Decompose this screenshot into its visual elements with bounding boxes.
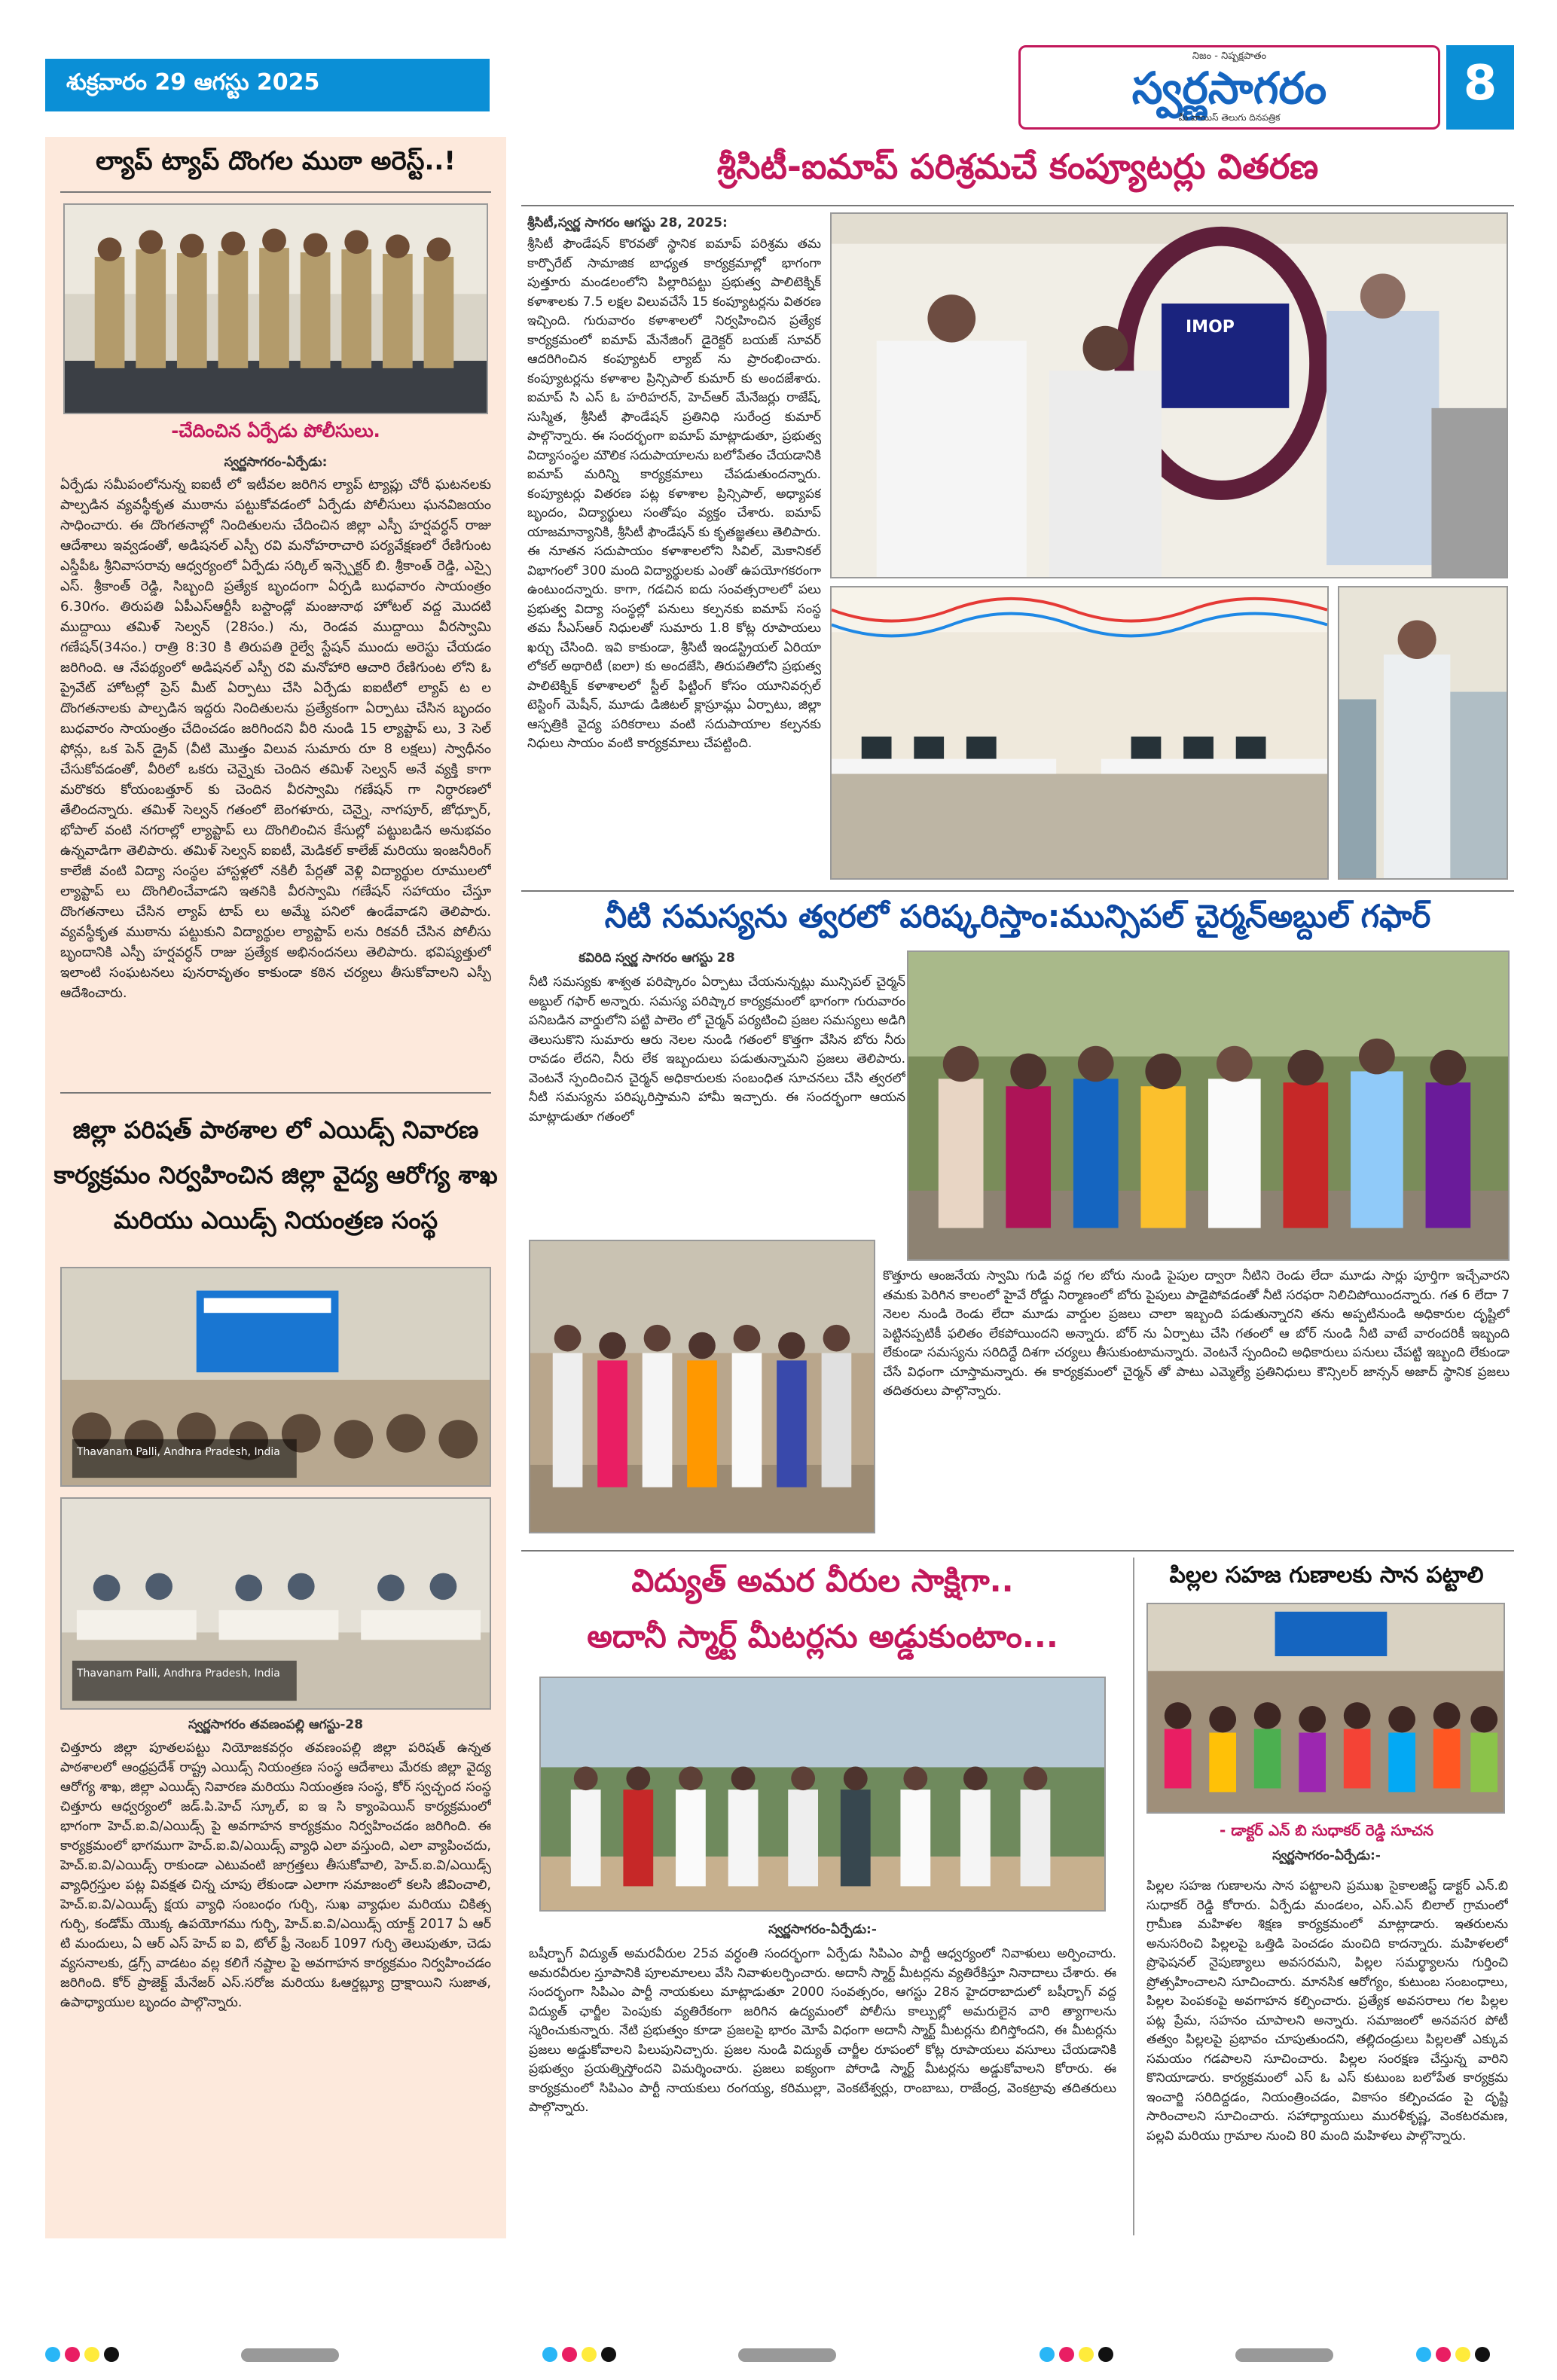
story-parenting-dateline: స్వర్ణసాగరం-ఏర్పేడు:- bbox=[1272, 1848, 1381, 1863]
color-registration-marks bbox=[542, 2347, 621, 2365]
color-registration-marks bbox=[45, 2347, 124, 2365]
photo-geotag: Thavanam Palli, Andhra Pradesh, India bbox=[77, 1446, 280, 1458]
story-adani-headline-1: విద్యుత్ అమర వీరుల సాక్షిగా.. bbox=[631, 1562, 1014, 1599]
street-crowd-photo bbox=[529, 1240, 875, 1533]
story-adani-headline-2: అదానీ స్మార్ట్ మీటర్లను అడ్డుకుంటాం... bbox=[587, 1618, 1058, 1655]
police-photo-caption: -చేదించిన ఏర్పేడు పోలీసులు. bbox=[171, 420, 380, 441]
story-adani-dateline: స్వర్ణసాగరం-ఏర్పేడు:- bbox=[768, 1922, 877, 1937]
story-water-dateline: కవిరిది స్వర్ణ సాగరం ఆగస్టు 28 bbox=[579, 950, 735, 966]
divider bbox=[60, 191, 491, 193]
story-parenting-body: పిల్లల సహజ గుణాలను సాన పట్టాలని ప్రముఖ సైకాలజిస్ట్ డాక్టర్ ఎన్.బి సుధాకర్ రెడ్డి కోరారు. ఏర్పేడు మండలం, ఎస్.ఎస్ బిలాల్ గ్రామంలో గ్రామీణ మహిళల శిక్షణ కార్యక్రమంలో మాట్లాడారు. ఇతరులను అనుసరించి పిల్లలపై ఒత్తిడి పెంచడం మంచిది కాదన్నారు. మహిళలలో ప్రొఫెషనల్ నైపుణ్యాలు అవసరమని, పిల్లల సమర్థ్యాలను గుర్తించి ప్రోత్సహించాలని సూచించారు. మానసిక ఆరోగ్యం, కుటుంబ సంబంధాలు, పిల్లల పెంపకంపై అవగాహన కల్పించారు. ప్రత్యేక అవసరాలు గల పిల్లల పట్ల ప్రేమ, సహనం చూపాలని అన్నారు. సమాజంలో అనవసర పోటీ తత్వం పిల్లలపై ప్రభావం చూపుతుందని, తల్లిదండ్రులు పిల్లలతో ఎక్కువ సమయం గడపాలని సూచించారు. పిల్లల సంరక్షణ చేస్తున్న వారిని కొనియాడారు. కార్యక్రమంలో ఎస్ ఓ ఎస్ కుటుంబ బలోపేత కార్యక్రమ ఇంచార్జి సరిదిద్దడం, నియంత్రించడం, వికాసం కల్పించడం పై దృష్టి సారించాలని సూచించారు. సహాధ్యాయులు మురళీకృష్ణ, వెంకటరమణ, పల్లవి మరియు గ్రామాల నుంచి 80 మంది మహిళలు పాల్గొన్నారు. bbox=[1146, 1878, 1508, 2144]
story-imop-body: శ్రీసిటీ ఫౌండేషన్ కొరవతో స్థానిక ఐమాప్ పరిశ్రమ తమ కార్పొరేట్ సామాజిక బాధ్యత కార్యక్రమాల్లో భాగంగా పుత్తూరు మండలంలోని పిల్లారిపట్టు ప్రభుత్వ పాలిటెక్నిక్ కళాశాలకు 7.5 లక్షల విలువచేసే 15 కంప్యూటర్లను వితరణ ఇచ్చింది. గురువారం కళాశాలలో నిర్వహించిన ప్రత్యేక కార్యక్రమంలో ఐమాప్ మేనేజింగ్ డైరెక్టర్ బయజ్ సూవర్ ఆదరిగించిన కంప్యూటర్ ల్యాబ్ ను ప్రారంభించారు. కంప్యూటర్లను కళాశాల ప్రిన్సిపాల్ కుమార్ కు అందజేశారు. ఐమాప్ సి ఎస్ ఓ హరిహరన్, హెచ్ఆర్ మేనేజర్లు రాజేష్, సుస్మిత, శ్రీసిటీ ఫౌండేషన్ ప్రతినిధి సురేంద్ర కుమార్ పాల్గొన్నారు. ఈ సందర్భంగా ఐమాప్ మాట్లాడుతూ, ప్రభుత్వ విద్యాసంస్థల మౌలిక సదుపాయాలను బలోపేతం చేయడానికి ఐమాప్ మరిన్ని కార్యక్రమాలు చేపడుతుందన్నారు. కంప్యూటర్లు వితరణ పట్ల కళాశాల ప్రిన్సిపాల్, అధ్యాపక బృందం, విద్యార్థులు సంతోషం వ్యక్తం చేశారు. ఐమాప్ యాజమాన్యానికి, శ్రీసిటీ ఫౌండేషన్ కు కృతజ్ఞతలు తెలిపారు. ఈ నూతన సదుపాయం కళాశాలలోని సివిల్, మెకానికల్ విభాగంలో 300 మంది విద్యార్థులకు ఎంతో ఉపయోగకరంగా ఉంటుందన్నారు. కాగా, గడచిన ఐదు సంవత్సరాలలో పలు ప్రభుత్వ విద్యా సంస్థల్లో పనులు కల్పనకు ఐమాప్ సంస్థ తమ సీఎస్ఆర్ నిధులతో సుమారు 1.8 కోట్ల రూపాయలు ఖర్చు చేసింది. ఇవి కాకుండా, శ్రీసిటీ ఇండస్ట్రియల్ ఏరియా లోకల్ అథారిటీ (ఐలా) కు అందజేసి, తిరుపతిలోని ప్రభుత్వ పాలిటెక్నిక్ కళాశాలలో స్టీల్ ఫిట్టింగ్ కోసం యూనివర్సల్ టెస్టింగ్ మెషీన్, మూడు డిజిటల్ క్లాస్రూమ్లు ఏర్పాటు, జిల్లా ఆస్పత్రికి వైద్య పరికరాలు వంటి సదుపాయాల కల్పనకు నిధులు సాయం వంటి కార్యక్రమాలు చేపట్టింది. bbox=[527, 236, 821, 751]
story-water-body-top: నీటి సమస్యకు శాశ్వత పరిష్కారం ఏర్పాటు చేయనున్నట్లు మున్సిపల్ చైర్మన్ అబ్దుల్ గఫార్ అన్నారు. సమస్య పరిష్కార కార్యక్రమంలో భాగంగా గురువారం పనిబడిన వార్డులోని పట్టి పాలెం లో చైర్మన్ పర్యటించి ప్రజల సమస్యలు అడిగి తెలుసుకొని సుమారు ఆరు నెలల నుండి గతంలో కొత్తగా వేసిన బోరు నీరు రావడం లేదని, నీరు లేక ఇబ్బందులు పడుతున్నామని ప్రజలు తెలిపారు. వెంటనే స్పందించిన చైర్మన్ అధికారులకు సంబంధిత సూచనలు చేసి త్వరలో నీటి సమస్యను పరిష్కరిస్తామని హామీ ఇచ్చారు. ఈ సందర్భంగా ఆయన మాట్లాడుతూ గతంలో bbox=[529, 975, 905, 1124]
computer-lab-photo bbox=[830, 586, 1329, 880]
divider bbox=[521, 1550, 1514, 1552]
divider bbox=[60, 1092, 491, 1094]
ribbon-cutting-photo bbox=[1338, 586, 1508, 880]
divider bbox=[521, 890, 1514, 892]
story-aids-headline: జిల్లా పరిషత్ పాఠశాల లో ఎయిడ్స్ నివారణ కార్యక్రమం నిర్వహించిన జిల్లా వైద్య ఆరోగ్య శాఖ మరియు ఎయిడ్స్ నియంత్రణ సంస్థ bbox=[53, 1115, 498, 1234]
gray-registration-bar bbox=[241, 2347, 339, 2365]
story-laptop-dateline: స్వర్ణసాగరం-ఏర్పేడు: bbox=[224, 455, 328, 470]
gray-registration-bar bbox=[738, 2347, 836, 2365]
divider bbox=[521, 205, 1514, 206]
color-registration-marks bbox=[1416, 2347, 1494, 2365]
story-parenting-caption: - డాక్టర్ ఎన్ బి సుధాకర్ రెడ్డి సూచన bbox=[1219, 1821, 1434, 1839]
story-laptop-body: ఏర్పేడు సమీపంలోనున్న ఐఐటీ లో ఇటీవల జరిగిన ల్యాప్ ట్యాప్లు చోరీ ఘటనలకు పాల్పడిన వ్యవస్థీకృత ముఠాను పట్టుకోవడంలో ఏర్పేడు పోలీసులు ఘనవిజయం సాధించారు. ఈ దొంగతనాల్లో నిందితులను చేదించిన జిల్లా ఎస్పీ హర్షవర్ధన్ రాజు ఆదేశాలు ఇవ్వడంతో, అడిషనల్ ఎస్పీ రవి మనోహరాచారి పర్యవేక్షణలో రేణిగుంట ఎస్డీపీఓ శ్రీనివాసరావు ఆధ్వర్యంలో ఏర్పేడు సర్కిల్ ఇన్స్పెక్టర్ బి. శ్రీకాంత్ రెడ్డి, ఎస్సై ఎస్. శ్రీకాంత్ రెడ్డి, సిబ్బంది ప్రత్యేక బృందంగా ఏర్పడి బుధవారం సాయంత్రం 6.30గం. తిరుపతి ఏపీఎస్ఆర్టీసీ బస్టాండ్లో మంజునాథ హోటల్ వద్ద మొదటి ముద్దాయి తమిళ్ సెల్వన్ (28సం.) ను, రెండవ ముద్దాయి వీరస్వామి గణేషన్(34సం.) రాత్రి 8:30 కి తిరుపతి రైల్వే స్టేషన్ ముందు అరెస్టు చేయడం జరిగింది. ఆ నేపథ్యంలో అడిషనల్ ఎస్పీ రవి మనోహారి ఆచారి రేణిగుంట లోని ఓ ప్రైవేట్ హోటల్లో ప్రెస్ మీట్ ఏర్పాటు చేసి ఏర్పేడు ఐఐటీలో ల్యాప్ ట ల దొంగతనాలకు పాల్పడిన ఇద్దరు నిందితులను ప్రత్యేకంగా ఏర్పాటు చేసిన బృందం బుధవారం సాయంత్రం చేదించడం జరిగిందని వీరి నుండి 15 ల్యాప్టాప్ లు, 3 సెల్ ఫోన్లు, ఒక పెన్ డ్రైవ్ (వీటి మొత్తం విలువ సుమారు రూ 8 లక్షలు) స్వాధీనం చేసుకోవడంతో, వీరిలో ఒకరు చెన్నైకు చెందిన తమిళ్ సెల్వన్ అనే వ్యక్తి కాగా మరొకరు కోయంబత్తూర్ కు చెందిన వీరస్వామి గణేషన్ గా నిర్ధారణలో తేలిందన్నారు. తమిళ్ సెల్వన్ గతంలో బెంగళూరు, చెన్నై, నాగపూర్, జోధ్పూర్, భోపాల్ వంటి నగరాల్లో ల్యాప్టాప్ లు దొంగిలించిన కేసుల్లో పట్టుబడిన అనుభవం ఉన్నవాడిగా తెలిపారు. తమిళ్ సెల్వన్ ఐఐటీ, మెడికల్ కాలేజ్ మరియు ఇంజనీరింగ్ కాలేజీ వంటి విద్యా సంస్థల హాస్టళ్లలో నకిలీ పేర్లతో వెళ్లి విద్యార్థుల రూములలో ల్యాప్టాప్ లు దొంగిలించేవాడని ఇతనికి వీరస్వామి గణేషన్ సహాయం చేస్తూ దొంగతనాలు చేసిన ల్యాప్ టాప్ లు అమ్మే పనిలో ఉండేవాడని తెలిపారు. వ్యవస్థీకృత ముఠాను పట్టుకుని విద్యార్థుల ల్యాప్టాప్ లను రికవరీ చేసిన పోలీసు బృందానికి ఎస్పీ హర్షవర్ధన్ రాజు ప్రత్యేక అభినందనలు తెలిపారు. భవిష్యత్తులో ఇలాంటి సంఘటనలు పునరావృతం కాకుండా కఠిన చర్యలు తీసుకోవాలని ఎస్పీ ఆదేశించారు. bbox=[60, 477, 491, 1001]
issue-date: శుక్రవారం 29 ఆగస్టు 2025 bbox=[66, 69, 320, 96]
date-banner bbox=[45, 59, 490, 111]
left-column bbox=[45, 137, 506, 2238]
story-aids-dateline: స్వర్ణసాగరం తవణంపల్లి ఆగస్టు-28 bbox=[188, 1717, 364, 1732]
story-parenting-headline: పిల్లల సహజ గుణాలకు సాన పట్టాలి bbox=[1169, 1562, 1484, 1588]
police-photo bbox=[63, 203, 488, 414]
logo-title: స్వర్ణసాగరం bbox=[1131, 63, 1327, 114]
story-water-headline: నీటి సమస్యను త్వరలో పరిష్కరిస్తాం:మున్సిపల్ చైర్మన్‌అబ్దుల్ గఫార్ bbox=[604, 898, 1431, 935]
color-registration-marks bbox=[1040, 2347, 1118, 2365]
story-imop-dateline: శ్రీసిటీ,స్వర్ణ సాగరం ఆగస్టు 28, 2025: bbox=[527, 215, 728, 230]
masthead-logo bbox=[1018, 45, 1440, 130]
story-adani-body: బషీర్బాగ్ విద్యుత్ అమరవీరుల 25వ వర్ధంతి సందర్భంగా ఏర్పేడు సిపిఎం పార్టీ ఆధ్వర్యంలో నివాళులు అర్పించారు. అమరవీరుల స్తూపానికి పూలమాలలు వేసి నివాళులర్పించారు. అదానీ స్మార్ట్ మీటర్లను వ్యతిరేకిస్తూ నినాదాలు చేశారు. ఈ సందర్భంగా సిపిఎం పార్టీ నాయకులు మాట్లాడుతూ 2000 సంవత్సరం, ఆగస్టు 28న హైదరాబాదులో బషీర్బాగ్ వద్ద విద్యుత్ ఛార్జీల పెంపుకు వ్యతిరేకంగా జరిగిన ఉద్యమంలో పోలీసు కాల్పుల్లో అమరులైన వారి త్యాగాలను స్మరించుకున్నారు. నేటి ప్రభుత్వం కూడా ప్రజలపై భారం మోపే విధంగా అదానీ స్మార్ట్ మీటర్లను బిగిస్తోందని, ఈ మీటర్లను ప్రజలు అడ్డుకోవాలని పిలుపునిచ్చారు. ప్రజల నుండి విద్యుత్ చార్జీల రూపంలో కోట్ల రూపాయలు వసూలు చేయడానికి ప్రభుత్వం ప్రయత్నిస్తోందని విమర్శించారు. ప్రజలు ఐక్యంగా పోరాడి స్మార్ట్ మీటర్లను అడ్డుకోవాలని కోరారు. ఈ కార్యక్రమంలో సిపిఎం పార్టీ నాయకులు రంగయ్య, కరిముల్లా, వెంకటేశ్వర్లు, రాంబాబు, రాజేంద్ర, వెంకట్రావు తదితరులు పాల్గొన్నారు. bbox=[529, 1946, 1116, 2115]
women-training-photo bbox=[1146, 1603, 1505, 1814]
classroom-photo-1 bbox=[60, 1267, 491, 1487]
classroom-photo-2 bbox=[60, 1497, 491, 1710]
cpm-protest-photo bbox=[539, 1677, 1106, 1912]
gray-registration-bar bbox=[1235, 2347, 1333, 2365]
column-divider bbox=[1133, 1558, 1134, 2235]
right-column bbox=[521, 137, 1514, 2238]
logo-subtitle: మీ వాయిస్ తెలుగు దినపత్రిక bbox=[1178, 112, 1281, 123]
imop-plaque: IMOP bbox=[1186, 318, 1235, 337]
logo-tagline: నిజం - నిష్పక్షపాతం bbox=[1192, 50, 1267, 62]
photo-geotag: Thavanam Palli, Andhra Pradesh, India bbox=[77, 1668, 280, 1680]
story-imop-headline: శ్రీసిటీ-ఐమాప్ పరిశ్రమచే కంప్యూటర్లు వితరణ bbox=[716, 146, 1319, 187]
page-number: 8 bbox=[1446, 45, 1514, 130]
story-laptop-headline: ల్యాప్ ట్యాప్ దొంగల ముఠా అరెస్ట్..! bbox=[96, 146, 456, 176]
story-aids-body: చిత్తూరు జిల్లా పూతలపట్టు నియోజకవర్గం తవణంపల్లి జిల్లా పరిషత్ ఉన్నత పాఠశాలలో ఆంధ్రప్రదేశ్ రాష్ట్ర ఎయిడ్స్ నియంత్రణ సంస్థ ఆదేశాలు మేరకు జిల్లా వైద్య ఆరోగ్య శాఖ, జిల్లా ఎయిడ్స్ నివారణ మరియు నియంత్రణ సంస్థ, కోర్ స్వచ్ఛంద సంస్థ చిత్తూరు ఆధ్వర్యంలో జడ్.పి.హెచ్ స్కూల్, ఐ ఇ సి క్యాంపెయిన్ కార్యక్రమంలో భాగంగా హెచ్.ఐ.వి/ఎయిడ్స్ పై అవగాహన కార్యక్రమం నిర్వహించడం జరిగింది. ఈ కార్యక్రమంలో భాగముగా హెచ్.ఐ.వి/ఎయిడ్స్ వ్యాధి ఎలా వస్తుంది, ఎలా వ్యాపించదు, హెచ్.ఐ.వి/ఎయిడ్స్ రాకుండా ఎటువంటి జాగ్రత్తలు తీసుకోవాలి, హెచ్.ఐ.వి/ఎయిడ్స్ వ్యాధిగ్రస్తుల పట్ల వివక్షత చిన్న చూపు లేకుండా ఎలాగా సమాజంలో కలసి జీవించాలి, హెచ్.ఐ.వి/ఎయిడ్స్ క్షయ వ్యాధి సంబంధం గుర్చి, సుఖ వ్యాధుల మరియు చికిత్స గుర్చి, కండోమ్ యొక్క ఉపయోగము గుర్చి, హెచ్.ఐ.వి/ఎయిడ్స్ యాక్ట్ 2017 ఏ ఆర్ టి మందులు, ఏ ఆర్ ఎస్ హెచ్ ఐ వి, టోల్ ఫ్రీ నెంబర్ 1097 గుర్చి తెలుపుతూ, చెడు వ్యసనాలకు, డ్రగ్స్ వాడటం వల్ల కలిగే నష్టాల పై అవగాహన కార్యక్రమం నిర్వహించడం జరిగింది. కోర్ ప్రాజెక్ట్ మేనేజర్ ఎస్.సరోజ మరియు ఓఆర్డబ్ల్యూ ద్రాక్షాయిని సుజాత, ఉపాధ్యాయుల బృందం పాల్గొన్నారు. bbox=[60, 1741, 491, 2010]
story-water-body-bottom: కొత్తూరు ఆంజనేయ స్వామి గుడి వద్ద గల బోరు నుండి పైపుల ద్వారా నీటిని రెండు లేదా మూడు సార్లు పూర్తిగా ఇచ్చేవారని తమకు పెరిగిన కాలంలో హైవే రోడ్డు నిర్మాణంలో బోరు పైపులు పాడైపోవడంతో నీటి సరఫరా నిలిచిపోయిందన్నారు. గత 6 లేదా 7 నెలల నుండి రెండు లేదా మూడు వార్డుల ప్రజలు చాలా ఇబ్బంది పడుతున్నారని తను అప్పటినుండి అధికారుల దృష్టిలో పెట్టినప్పటికీ ఫలితం లేకపోయిందని అన్నారు. బోర్ ను ఏర్పాటు చేసి గతంలో ఆ బోర్ నుండి నీటి వాటే వారందరికీ ఇబ్బంది లేకుండా సమస్యను సరిదిద్దే దిశగా చర్యలు తీసుకుంటామన్నారు. వెంటనే స్పందించి అధికారులు పనులు చేపట్టి ఇబ్బంది లేకుండా చేసే విధంగా చూస్తామన్నారు. ఈ కార్యక్రమంలో చైర్మన్ తో పాటు ఎమ్మెల్యే ప్రతినిధులు కౌన్సిలర్ జాన్సన్ అజాద్ స్థానిక ప్రజలు తదితరులు పాల్గొన్నారు. bbox=[883, 1268, 1510, 1399]
inauguration-photo bbox=[830, 212, 1508, 578]
chairman-visit-photo bbox=[907, 950, 1510, 1261]
